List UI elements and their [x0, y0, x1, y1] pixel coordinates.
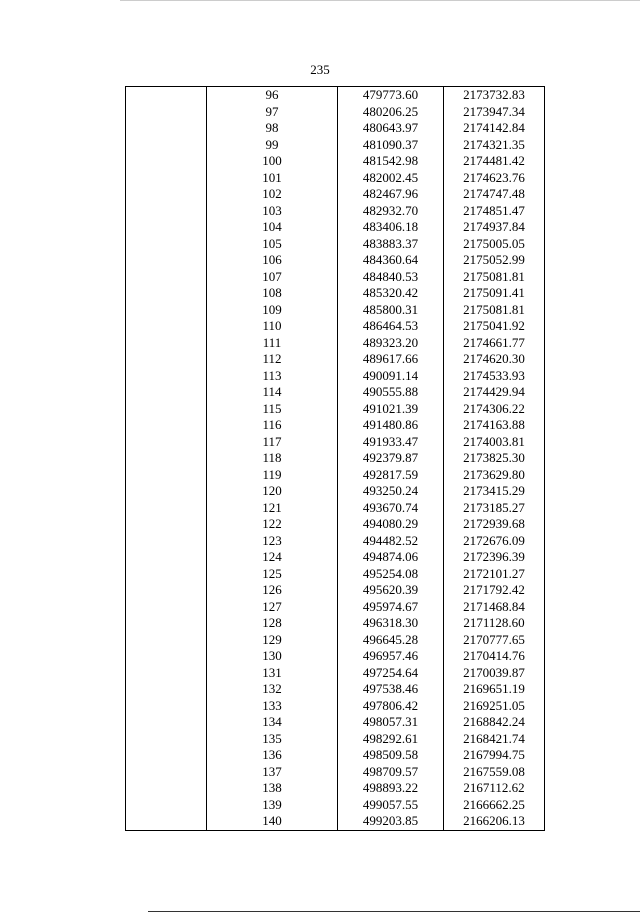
table-row — [126, 648, 545, 665]
table-row — [126, 467, 545, 484]
x-coordinate-cell: 484840.53 — [338, 269, 444, 286]
y-coordinate-cell: 2166206.13 — [444, 813, 545, 830]
point-number-cell: 110 — [207, 318, 338, 335]
x-coordinate-cell: 482932.70 — [338, 203, 444, 220]
x-coordinate-cell: 481542.98 — [338, 153, 444, 170]
x-coordinate-cell: 479773.60 — [338, 87, 444, 104]
table-row — [126, 434, 545, 451]
y-coordinate-cell: 2174661.77 — [444, 335, 545, 352]
y-coordinate-cell: 2175052.99 — [444, 252, 545, 269]
table-row — [126, 615, 545, 632]
blank-cell — [126, 615, 207, 632]
y-coordinate-cell: 2169251.05 — [444, 698, 545, 715]
table-row — [126, 137, 545, 154]
y-coordinate-cell: 2174747.48 — [444, 186, 545, 203]
table-row — [126, 813, 545, 830]
y-coordinate-cell: 2172101.27 — [444, 566, 545, 583]
blank-cell — [126, 698, 207, 715]
y-coordinate-cell: 2170777.65 — [444, 632, 545, 649]
table-row — [126, 87, 545, 104]
blank-cell — [126, 120, 207, 137]
blank-cell — [126, 797, 207, 814]
blank-cell — [126, 368, 207, 385]
x-coordinate-cell: 481090.37 — [338, 137, 444, 154]
x-coordinate-cell: 494874.06 — [338, 549, 444, 566]
x-coordinate-cell: 499203.85 — [338, 813, 444, 830]
y-coordinate-cell: 2174003.81 — [444, 434, 545, 451]
y-coordinate-cell: 2172939.68 — [444, 516, 545, 533]
blank-cell — [126, 516, 207, 533]
y-coordinate-cell: 2174851.47 — [444, 203, 545, 220]
blank-cell — [126, 599, 207, 616]
y-coordinate-cell: 2171468.84 — [444, 599, 545, 616]
x-coordinate-cell: 492379.87 — [338, 450, 444, 467]
y-coordinate-cell: 2175081.81 — [444, 302, 545, 319]
y-coordinate-cell: 2166662.25 — [444, 797, 545, 814]
point-number-cell: 112 — [207, 351, 338, 368]
x-coordinate-cell: 495254.08 — [338, 566, 444, 583]
point-number-cell: 114 — [207, 384, 338, 401]
table-row — [126, 302, 545, 319]
y-coordinate-cell: 2170039.87 — [444, 665, 545, 682]
point-number-cell: 117 — [207, 434, 338, 451]
x-coordinate-cell: 498709.57 — [338, 764, 444, 781]
x-coordinate-cell: 480206.25 — [338, 104, 444, 121]
y-coordinate-cell: 2173415.29 — [444, 483, 545, 500]
table-row — [126, 318, 545, 335]
y-coordinate-cell: 2174620.30 — [444, 351, 545, 368]
point-number-cell: 126 — [207, 582, 338, 599]
x-coordinate-cell: 486464.53 — [338, 318, 444, 335]
x-coordinate-cell: 483883.37 — [338, 236, 444, 253]
blank-cell — [126, 582, 207, 599]
blank-cell — [126, 566, 207, 583]
y-coordinate-cell: 2170414.76 — [444, 648, 545, 665]
blank-cell — [126, 731, 207, 748]
y-coordinate-cell: 2167559.08 — [444, 764, 545, 781]
point-number-cell: 115 — [207, 401, 338, 418]
coordinates-table — [125, 86, 545, 831]
table-row — [126, 120, 545, 137]
y-coordinate-cell: 2171792.42 — [444, 582, 545, 599]
y-coordinate-cell: 2168842.24 — [444, 714, 545, 731]
blank-cell — [126, 203, 207, 220]
x-coordinate-cell: 491021.39 — [338, 401, 444, 418]
point-number-cell: 133 — [207, 698, 338, 715]
blank-cell — [126, 186, 207, 203]
x-coordinate-cell: 493670.74 — [338, 500, 444, 517]
blank-cell — [126, 219, 207, 236]
x-coordinate-cell: 490091.14 — [338, 368, 444, 385]
table-row — [126, 450, 545, 467]
y-coordinate-cell: 2169651.19 — [444, 681, 545, 698]
blank-cell — [126, 384, 207, 401]
blank-cell — [126, 764, 207, 781]
blank-cell — [126, 417, 207, 434]
x-coordinate-cell: 492817.59 — [338, 467, 444, 484]
blank-cell — [126, 747, 207, 764]
point-number-cell: 140 — [207, 813, 338, 830]
point-number-cell: 139 — [207, 797, 338, 814]
table-row — [126, 236, 545, 253]
bottom-edge-rule — [148, 911, 640, 912]
blank-cell — [126, 533, 207, 550]
point-number-cell: 101 — [207, 170, 338, 187]
table-row — [126, 203, 545, 220]
point-number-cell: 108 — [207, 285, 338, 302]
point-number-cell: 123 — [207, 533, 338, 550]
point-number-cell: 122 — [207, 516, 338, 533]
point-number-cell: 131 — [207, 665, 338, 682]
blank-cell — [126, 780, 207, 797]
table-row — [126, 384, 545, 401]
table-row — [126, 483, 545, 500]
point-number-cell: 135 — [207, 731, 338, 748]
table-row — [126, 153, 545, 170]
table-row — [126, 104, 545, 121]
table-row — [126, 714, 545, 731]
y-coordinate-cell: 2173947.34 — [444, 104, 545, 121]
point-number-cell: 138 — [207, 780, 338, 797]
x-coordinate-cell: 498292.61 — [338, 731, 444, 748]
y-coordinate-cell: 2173732.83 — [444, 87, 545, 104]
blank-cell — [126, 137, 207, 154]
blank-cell — [126, 500, 207, 517]
y-coordinate-cell: 2167994.75 — [444, 747, 545, 764]
x-coordinate-cell: 498509.58 — [338, 747, 444, 764]
table-row — [126, 285, 545, 302]
point-number-cell: 119 — [207, 467, 338, 484]
x-coordinate-cell: 496957.46 — [338, 648, 444, 665]
table-row — [126, 500, 545, 517]
x-coordinate-cell: 491480.86 — [338, 417, 444, 434]
blank-cell — [126, 648, 207, 665]
point-number-cell: 118 — [207, 450, 338, 467]
y-coordinate-cell: 2173629.80 — [444, 467, 545, 484]
table-row — [126, 269, 545, 286]
y-coordinate-cell: 2171128.60 — [444, 615, 545, 632]
y-coordinate-cell: 2174321.35 — [444, 137, 545, 154]
point-number-cell: 132 — [207, 681, 338, 698]
point-number-cell: 128 — [207, 615, 338, 632]
point-number-cell: 137 — [207, 764, 338, 781]
blank-cell — [126, 549, 207, 566]
blank-cell — [126, 335, 207, 352]
blank-cell — [126, 302, 207, 319]
table-row — [126, 219, 545, 236]
x-coordinate-cell: 496318.30 — [338, 615, 444, 632]
x-coordinate-cell: 493250.24 — [338, 483, 444, 500]
table-row — [126, 599, 545, 616]
y-coordinate-cell: 2174533.93 — [444, 368, 545, 385]
x-coordinate-cell: 496645.28 — [338, 632, 444, 649]
point-number-cell: 129 — [207, 632, 338, 649]
y-coordinate-cell: 2174623.76 — [444, 170, 545, 187]
table-row — [126, 582, 545, 599]
blank-cell — [126, 351, 207, 368]
table-row — [126, 368, 545, 385]
blank-cell — [126, 285, 207, 302]
table-row — [126, 549, 545, 566]
point-number-cell: 98 — [207, 120, 338, 137]
blank-cell — [126, 252, 207, 269]
y-coordinate-cell: 2173825.30 — [444, 450, 545, 467]
y-coordinate-cell: 2168421.74 — [444, 731, 545, 748]
y-coordinate-cell: 2174481.42 — [444, 153, 545, 170]
blank-cell — [126, 318, 207, 335]
x-coordinate-cell: 490555.88 — [338, 384, 444, 401]
x-coordinate-cell: 497254.64 — [338, 665, 444, 682]
point-number-cell: 124 — [207, 549, 338, 566]
table-row — [126, 186, 545, 203]
x-coordinate-cell: 482467.96 — [338, 186, 444, 203]
y-coordinate-cell: 2174429.94 — [444, 384, 545, 401]
y-coordinate-cell: 2175081.81 — [444, 269, 545, 286]
point-number-cell: 102 — [207, 186, 338, 203]
x-coordinate-cell: 498893.22 — [338, 780, 444, 797]
point-number-cell: 97 — [207, 104, 338, 121]
table-row — [126, 170, 545, 187]
blank-cell — [126, 714, 207, 731]
point-number-cell: 111 — [207, 335, 338, 352]
y-coordinate-cell: 2167112.62 — [444, 780, 545, 797]
point-number-cell: 134 — [207, 714, 338, 731]
blank-cell — [126, 236, 207, 253]
blank-cell — [126, 632, 207, 649]
point-number-cell: 100 — [207, 153, 338, 170]
table-row — [126, 351, 545, 368]
table-row — [126, 780, 545, 797]
point-number-cell: 96 — [207, 87, 338, 104]
blank-cell — [126, 665, 207, 682]
x-coordinate-cell: 483406.18 — [338, 219, 444, 236]
blank-cell — [126, 681, 207, 698]
point-number-cell: 99 — [207, 137, 338, 154]
y-coordinate-cell: 2172676.09 — [444, 533, 545, 550]
point-number-cell: 107 — [207, 269, 338, 286]
table-row — [126, 252, 545, 269]
blank-cell — [126, 467, 207, 484]
table-row — [126, 533, 545, 550]
x-coordinate-cell: 480643.97 — [338, 120, 444, 137]
y-coordinate-cell: 2175005.05 — [444, 236, 545, 253]
point-number-cell: 130 — [207, 648, 338, 665]
table-body — [126, 87, 545, 831]
blank-cell — [126, 450, 207, 467]
x-coordinate-cell: 494080.29 — [338, 516, 444, 533]
blank-cell — [126, 269, 207, 286]
blank-cell — [126, 813, 207, 830]
point-number-cell: 116 — [207, 417, 338, 434]
point-number-cell: 104 — [207, 219, 338, 236]
y-coordinate-cell: 2173185.27 — [444, 500, 545, 517]
point-number-cell: 105 — [207, 236, 338, 253]
page-number: 235 — [310, 62, 330, 77]
x-coordinate-cell: 482002.45 — [338, 170, 444, 187]
x-coordinate-cell: 494482.52 — [338, 533, 444, 550]
blank-cell — [126, 401, 207, 418]
y-coordinate-cell: 2175041.92 — [444, 318, 545, 335]
table-row — [126, 764, 545, 781]
table-row — [126, 516, 545, 533]
table-row — [126, 632, 545, 649]
x-coordinate-cell: 491933.47 — [338, 434, 444, 451]
x-coordinate-cell: 497538.46 — [338, 681, 444, 698]
y-coordinate-cell: 2172396.39 — [444, 549, 545, 566]
y-coordinate-cell: 2174142.84 — [444, 120, 545, 137]
x-coordinate-cell: 489323.20 — [338, 335, 444, 352]
y-coordinate-cell: 2174937.84 — [444, 219, 545, 236]
x-coordinate-cell: 497806.42 — [338, 698, 444, 715]
point-number-cell: 113 — [207, 368, 338, 385]
point-number-cell: 127 — [207, 599, 338, 616]
x-coordinate-cell: 495620.39 — [338, 582, 444, 599]
blank-cell — [126, 104, 207, 121]
table-row — [126, 681, 545, 698]
point-number-cell: 120 — [207, 483, 338, 500]
point-number-cell: 136 — [207, 747, 338, 764]
x-coordinate-cell: 495974.67 — [338, 599, 444, 616]
table-row — [126, 797, 545, 814]
point-number-cell: 103 — [207, 203, 338, 220]
x-coordinate-cell: 485800.31 — [338, 302, 444, 319]
y-coordinate-cell: 2175091.41 — [444, 285, 545, 302]
x-coordinate-cell: 498057.31 — [338, 714, 444, 731]
point-number-cell: 125 — [207, 566, 338, 583]
table-row — [126, 747, 545, 764]
y-coordinate-cell: 2174163.88 — [444, 417, 545, 434]
table-row — [126, 665, 545, 682]
y-coordinate-cell: 2174306.22 — [444, 401, 545, 418]
top-edge-rule — [120, 0, 640, 1]
x-coordinate-cell: 489617.66 — [338, 351, 444, 368]
x-coordinate-cell: 499057.55 — [338, 797, 444, 814]
table-row — [126, 401, 545, 418]
point-number-cell: 106 — [207, 252, 338, 269]
x-coordinate-cell: 484360.64 — [338, 252, 444, 269]
table-row — [126, 417, 545, 434]
table-row — [126, 335, 545, 352]
blank-cell — [126, 87, 207, 104]
table-row — [126, 566, 545, 583]
blank-cell — [126, 434, 207, 451]
blank-cell — [126, 483, 207, 500]
table-row — [126, 698, 545, 715]
x-coordinate-cell: 485320.42 — [338, 285, 444, 302]
blank-cell — [126, 153, 207, 170]
blank-cell — [126, 170, 207, 187]
point-number-cell: 109 — [207, 302, 338, 319]
point-number-cell: 121 — [207, 500, 338, 517]
table-row — [126, 731, 545, 748]
